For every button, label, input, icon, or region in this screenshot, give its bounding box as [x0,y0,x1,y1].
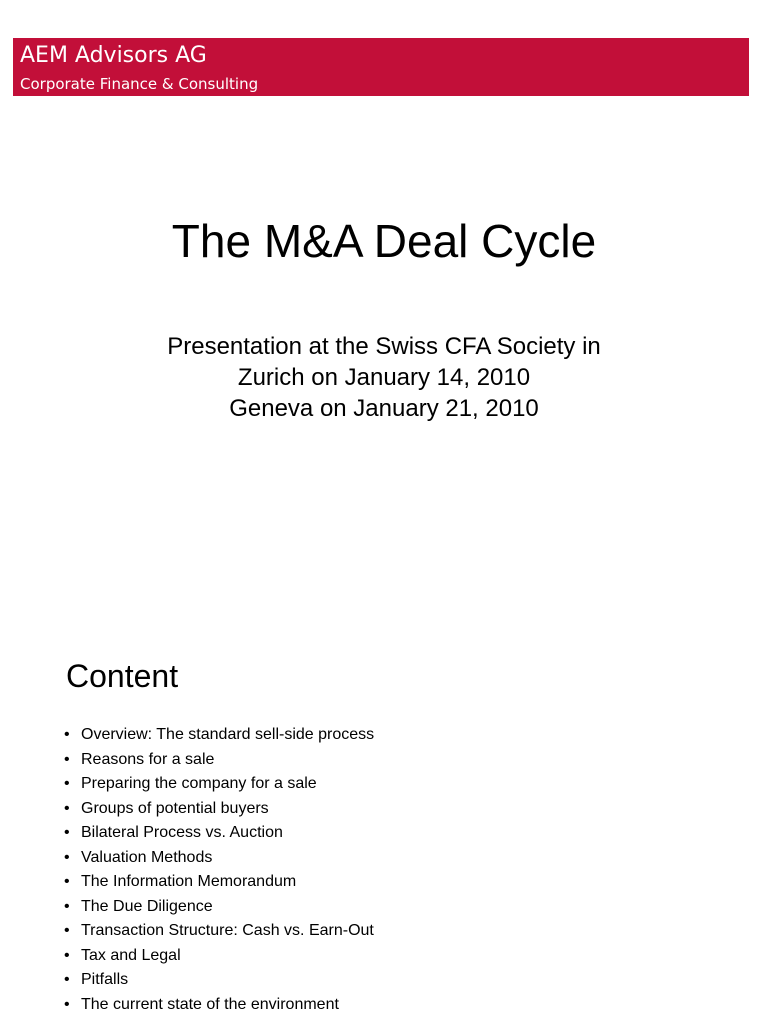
content-list-item: • Preparing the company for a sale [62,772,374,797]
presentation-title: The M&A Deal Cycle [171,215,597,267]
subtitle-line: Presentation at the Swiss CFA Society in [167,333,601,360]
content-list-item: • The Information Memorandum [62,870,374,895]
content-list-item: • Reasons for a sale [62,748,374,773]
content-list-item: • Transaction Structure: Cash vs. Earn-Out [62,919,374,944]
content-list-item: • Tax and Legal [62,944,374,969]
company-name: AEM Advisors AG [20,43,207,68]
company-tagline: Corporate Finance & Consulting [20,75,259,93]
content-list-item: • Pitfalls [62,968,374,993]
content-list-item: • Bilateral Process vs. Auction [62,821,374,846]
subtitle-line: Zurich on January 14, 2010 [237,364,531,391]
content-list-item: • The Due Diligence [62,895,374,920]
content-list [62,723,374,1017]
content-list-item: • Groups of potential buyers [62,797,374,822]
content-heading: Content [66,658,179,694]
presentation-subtitle [0,331,768,424]
subtitle-line: Geneva on January 21, 2010 [229,395,539,422]
content-list-item: • The current state of the environment [62,993,374,1018]
header-banner [13,38,749,96]
content-list-item: • Overview: The standard sell-side process [62,723,374,748]
content-list-item: • Valuation Methods [62,846,374,871]
